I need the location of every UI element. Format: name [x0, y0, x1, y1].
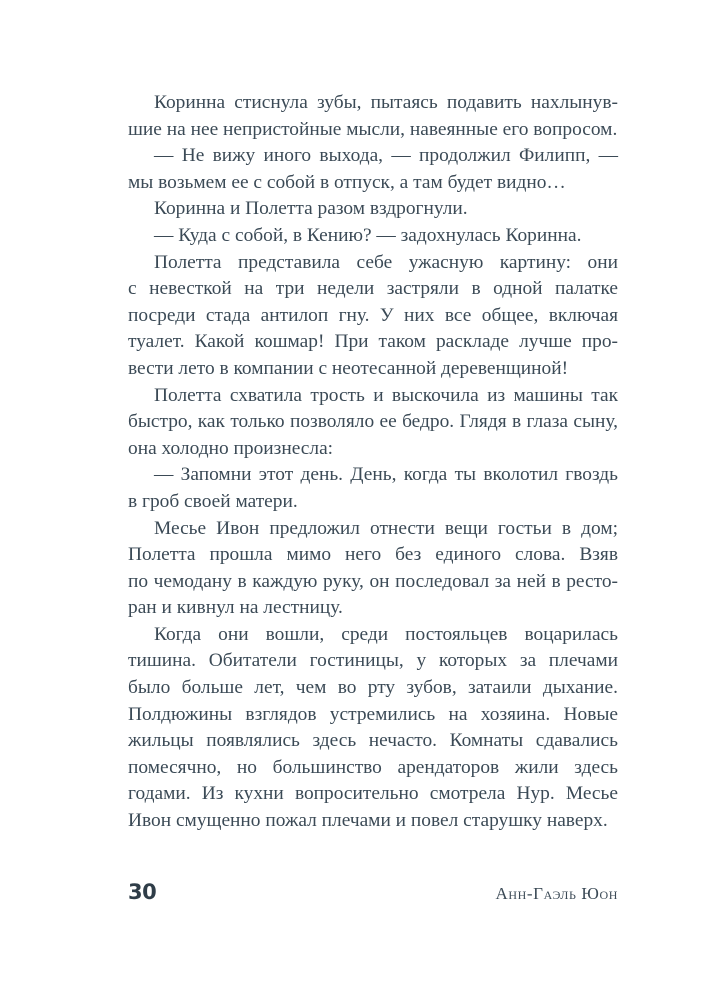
- page-number: 30: [128, 880, 157, 904]
- text-line: по чемодану в каждую руку, он последовал за ней в ресто-: [128, 570, 618, 592]
- text-line: Полетта прошла мимо него без единого слова. Взяв: [128, 544, 618, 566]
- text-line: она холодно произнесла:: [128, 437, 334, 459]
- text-line: было больше лет, чем во рту зубов, затаили дыхание.: [128, 677, 618, 699]
- text-line: Месье Ивон предложил отнести вещи гостьи в дом;: [154, 517, 618, 539]
- text-line: с невесткой на три недели застряли в одной палатке: [128, 278, 618, 300]
- text-line: годами. Из кухни вопросительно смотрела Нур. Месье: [128, 783, 618, 805]
- text-line: — Запомни этот день. День, когда ты вколотил гвоздь: [154, 464, 618, 486]
- body-text: [128, 90, 618, 835]
- text-line: мы возьмем ее с собой в отпуск, а там будет видно…: [128, 171, 566, 193]
- text-line: жильцы появлялись здесь нечасто. Комнаты сдавались: [128, 730, 618, 752]
- text-line: Коринна и Полетта разом вздрогнули.: [154, 198, 468, 220]
- text-line: Коринна стиснула зубы, пытаясь подавить нахлынув-: [154, 92, 618, 113]
- text-line: Когда они вошли, среди постояльцев воцарилась: [154, 623, 618, 645]
- page-footer: [128, 880, 618, 908]
- text-line: вести лето в компании с неотесанной деревенщиной!: [128, 357, 569, 379]
- text-line: быстро, как только позволяло ее бедро. Глядя в глаза сыну,: [128, 411, 618, 433]
- text-line: шие на нее непристойные мысли, навеянные его вопросом.: [128, 118, 618, 140]
- text-line: — Не вижу иного выхода, — продолжил Филипп, —: [154, 145, 618, 167]
- text-line: Ивон смущенно пожал плечами и повел старушку наверх.: [128, 810, 608, 832]
- text-line: Полетта представила себе ужасную картину: они: [154, 251, 618, 273]
- text-line: тишина. Обитатели гостиницы, у которых за плечами: [128, 650, 618, 672]
- text-line: ран и кивнул на лестницу.: [128, 597, 343, 619]
- text-line: помесячно, но большинство арендаторов жили здесь: [128, 756, 618, 778]
- text-line: посреди стада антилоп гну. У них все общее, включая: [128, 304, 618, 326]
- text-line: в гроб своей матери.: [128, 490, 298, 512]
- text-line: Полдюжины взглядов устремились на хозяина. Новые: [128, 703, 618, 725]
- text-line: — Куда с собой, в Кению? — задохнулась Коринна.: [154, 224, 582, 246]
- text-line: туалет. Какой кошмар! При таком раскладе лучше про-: [128, 331, 618, 353]
- text-line: Полетта схватила трость и выскочила из машины так: [154, 384, 618, 406]
- running-footer-author: Анн-Гаэль Юон: [495, 884, 618, 903]
